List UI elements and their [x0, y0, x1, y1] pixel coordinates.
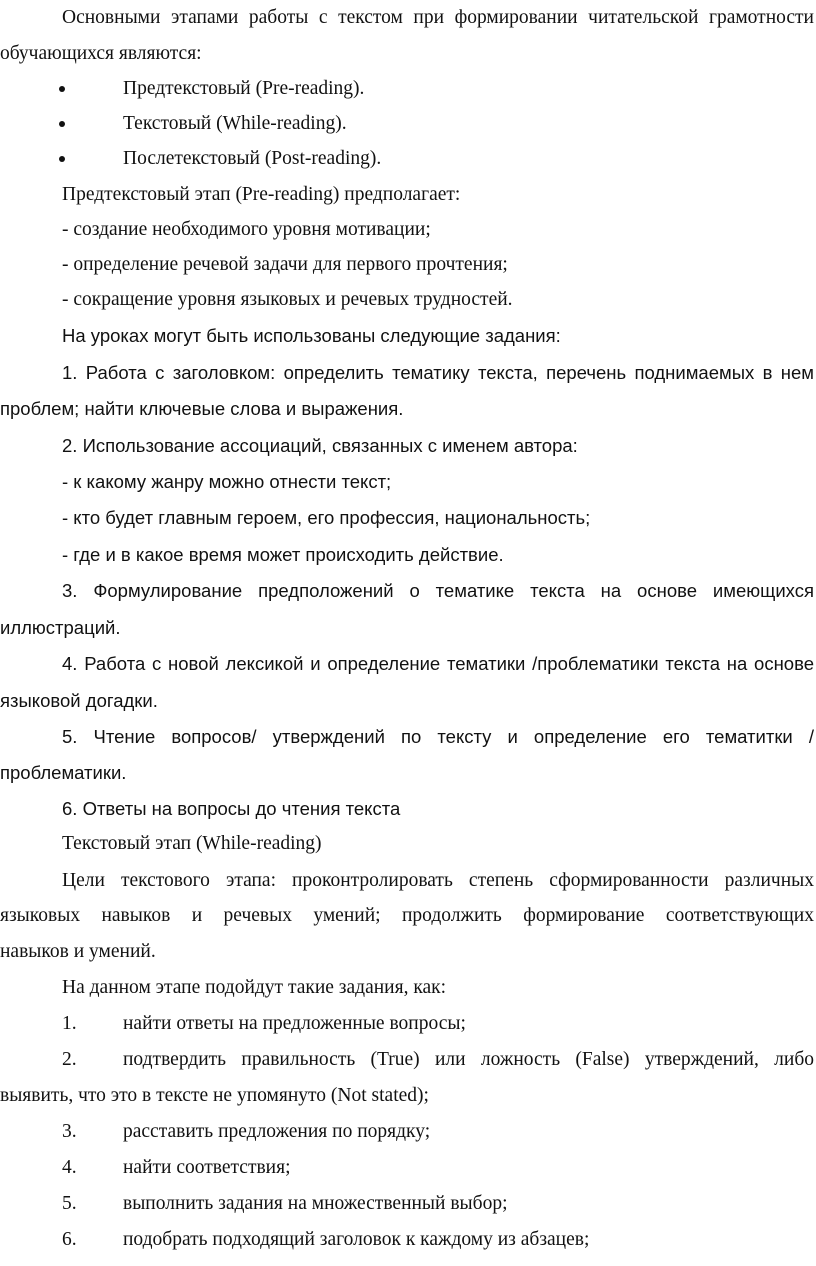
task-6: 6. Ответы на вопросы до чтения текста — [62, 798, 401, 819]
while-reading-heading: Текстовый этап (While-reading) — [62, 833, 322, 854]
task-4-line-2: языковой догадки. — [0, 690, 158, 711]
task-4-line-1: 4. Работа с новой лексикой и определение тематики /проблематики текста на основе — [62, 653, 814, 674]
task-5-line-2: проблематики. — [0, 762, 127, 783]
item-number: 2. — [62, 1049, 77, 1070]
bullet-item — [0, 141, 816, 177]
task-2-item: - кто будет главным героем, его профессия, национальность; — [62, 507, 591, 528]
bullet-icon — [59, 121, 65, 127]
item-text: выполнить задания на множественный выбор; — [123, 1193, 508, 1214]
task-3-line-1: 3. Формулирование предположений о тематике текста на основе имеющихся — [62, 580, 814, 601]
item-text: расставить предложения по порядку; — [123, 1121, 431, 1142]
item-text: найти соответствия; — [123, 1157, 291, 1178]
bullet-item — [0, 71, 816, 107]
bullet-icon — [59, 156, 65, 162]
pre-reading-item: - создание необходимого уровня мотивации; — [62, 219, 431, 240]
numbered-item — [0, 1186, 816, 1222]
task-3-line-2: иллюстраций. — [0, 617, 121, 638]
task-1-line-2: проблем; найти ключевые слова и выражения. — [0, 398, 404, 419]
task-2-item: - где и в какое время может происходить действие. — [62, 544, 504, 565]
task-2-item: - к какому жанру можно отнести текст; — [62, 471, 392, 492]
bullet-item — [0, 106, 816, 142]
numbered-item-continuation: выявить, что это в тексте не упомянуто (Not stated); — [0, 1085, 429, 1106]
numbered-item — [0, 1114, 816, 1150]
bullet-item-text: Текстовый (While-reading). — [123, 113, 347, 134]
bullet-item-text: Послетекстовый (Post-reading). — [123, 148, 382, 169]
numbered-item — [0, 1042, 816, 1078]
task-1-line-1: 1. Работа с заголовком: определить тематику текста, перечень поднимаемых в нем — [62, 362, 814, 383]
numbered-item — [0, 1006, 816, 1042]
task-2: 2. Использование ассоциаций, связанных с именем автора: — [62, 435, 578, 456]
task-5-line-1: 5. Чтение вопросов/ утверждений по тексту и определение его тематитки / — [62, 726, 814, 747]
item-number: 3. — [62, 1121, 77, 1142]
numbered-item — [0, 1222, 816, 1258]
pre-reading-item: - определение речевой задачи для первого прочтения; — [62, 254, 508, 275]
pre-reading-heading: Предтекстовый этап (Pre-reading) предполагает: — [62, 184, 461, 205]
item-number: 1. — [62, 1013, 77, 1034]
item-number: 5. — [62, 1193, 77, 1214]
item-text: подтвердить правильность (True) или ложность (False) утверждений, либо — [123, 1049, 814, 1070]
bullet-icon — [59, 86, 65, 92]
intro-line-1: Основными этапами работы с текстом при формировании читательской грамотности — [62, 7, 814, 28]
numbered-item — [0, 1150, 816, 1186]
tasks-heading: На уроках могут быть использованы следующие задания: — [62, 325, 561, 346]
while-goals-line-3: навыков и умений. — [0, 941, 156, 962]
bullet-item-text: Предтекстовый (Pre-reading). — [123, 78, 365, 99]
pre-reading-item: - сокращение уровня языковых и речевых трудностей. — [62, 289, 513, 310]
item-number: 4. — [62, 1157, 77, 1178]
item-text: подобрать подходящий заголовок к каждому из абзацев; — [123, 1229, 590, 1250]
intro-line-2: обучающихся являются: — [0, 43, 202, 64]
while-goals-line-2: языковых навыков и речевых умений; продолжить формирование соответствующих — [0, 905, 814, 926]
while-goals-line-1: Цели текстового этапа: проконтролировать степень сформированности различных — [62, 870, 814, 891]
item-text: найти ответы на предложенные вопросы; — [123, 1013, 466, 1034]
item-number: 6. — [62, 1229, 77, 1250]
while-tasks-intro: На данном этапе подойдут такие задания, как: — [62, 977, 447, 998]
